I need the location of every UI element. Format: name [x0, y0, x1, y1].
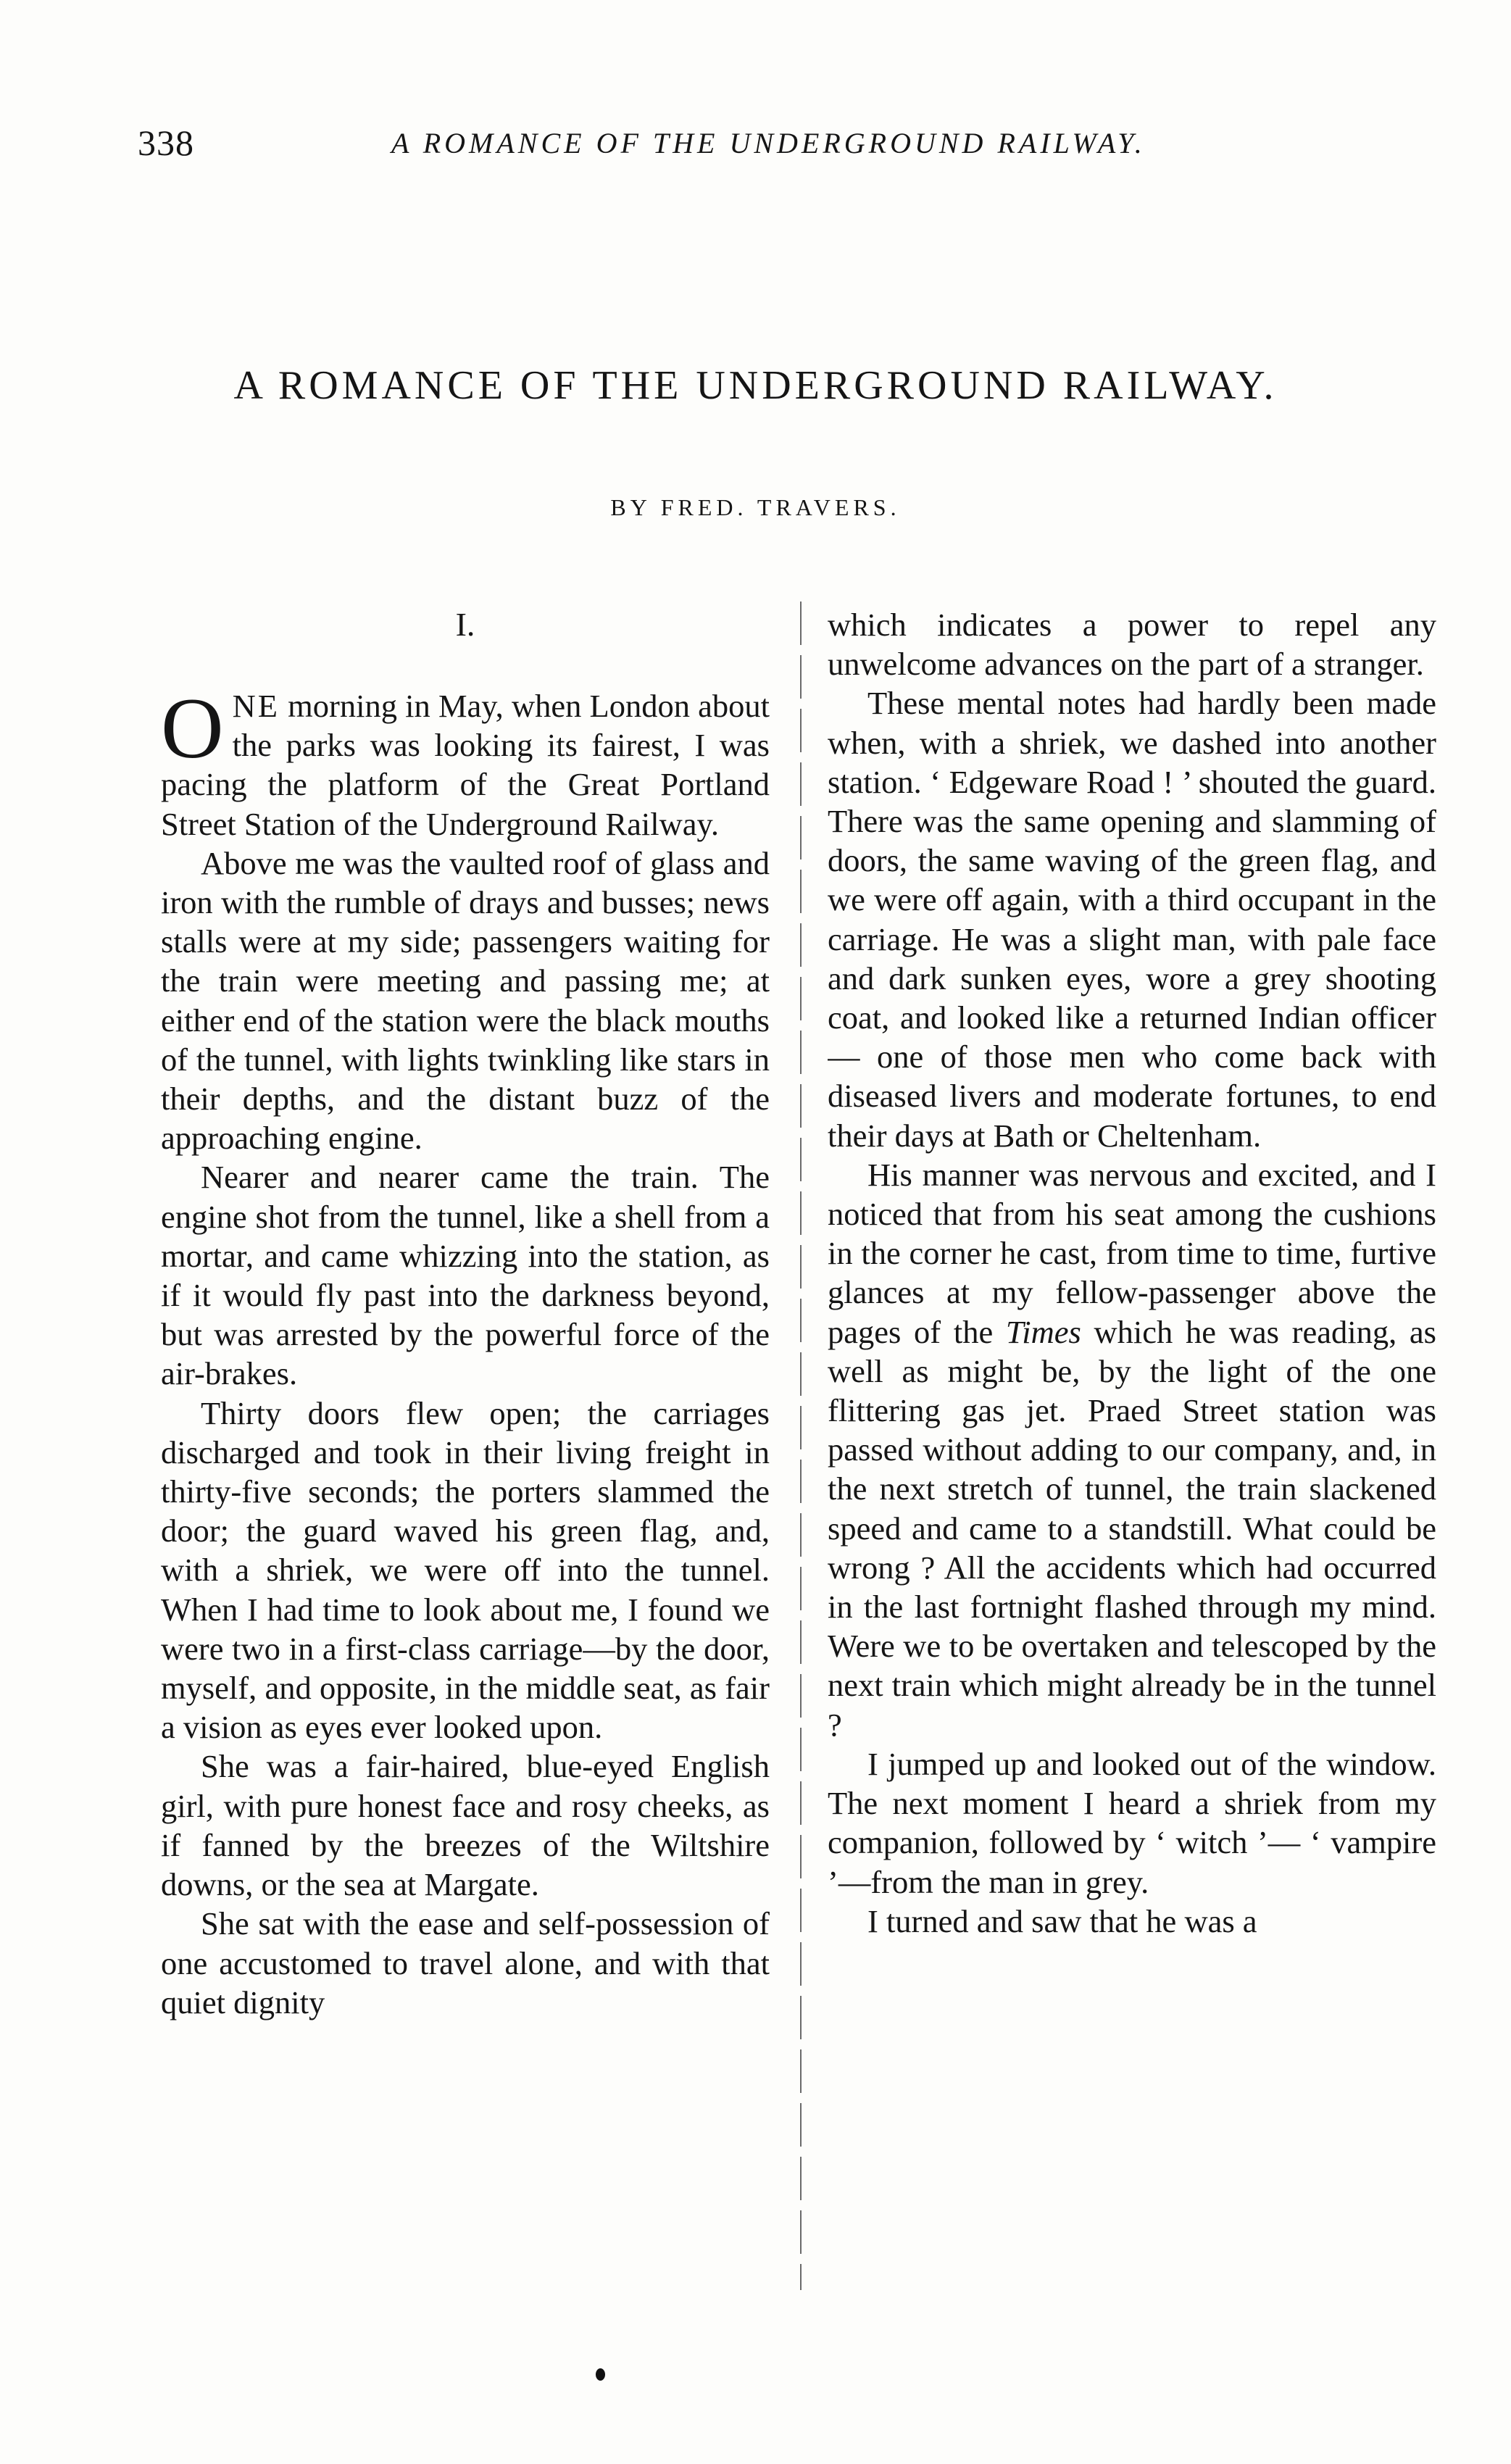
page-number: 338 — [138, 122, 194, 163]
paragraph — [828, 1155, 1436, 1744]
paragraph-text: His manner was nervous and excited, and I noticed that from his seat among the cushions in the corner he cast, from time to time, furtive glances at my fellow-passenger above the pages of the — [828, 1156, 1436, 1350]
byline: BY FRED. TRAVERS. — [610, 494, 901, 520]
paragraph: Above me was the vaulted roof of glass and iron with the rumble of drays and busses; news stalls were at my side; passengers waiting for the train were meeting and passing me; at either end of the station were the black mouths of the tunnel, with lights twinkling like stars in their depths, and the distant buzz of the approaching engine. — [161, 844, 770, 1157]
paragraph: Nearer and nearer came the train. The engine shot from the tunnel, like a shell from a mortar, and came whizzing into the station, as if it would fly past into the darkness beyond, but was arrested by the powerful force of the air-brakes. — [161, 1159, 770, 1392]
right-column — [828, 605, 1436, 2272]
paragraph: She sat with the ease and self-possession of one accustomed to travel alone, and with that quiet dignity — [161, 1905, 770, 2020]
running-title: A ROMANCE OF THE UNDERGROUND RAILWAY. — [391, 127, 1146, 159]
paragraph — [161, 680, 770, 844]
paragraph-text: morning in May, when London about the parks was looking its fairest, I was pacing the platform of the Great Portland Street Station of the Underground Railway. — [161, 688, 770, 842]
paragraph: Thirty doors flew open; the carriages discharged and took in their living freight in thirty-five seconds; the porters slammed the door; the guard waved his green flag, and, with a shriek, we were off into the tunnel. When I had time to look about me, I found we were two in a first-class carriage—by the door, myself, and opposite, in the middle seat, as fair a vision as eyes ever looked upon. — [161, 1394, 770, 1746]
article-title: A ROMANCE OF THE UNDERGROUND RAILWAY. — [233, 363, 1278, 408]
paragraph: I jumped up and looked out of the window. The next moment I heard a shriek from my companion, followed by ‘ witch ’— ‘ vampire ’—from the man in grey. — [828, 1745, 1436, 1900]
ornament-dot — [596, 2368, 605, 2381]
first-word: NE — [232, 688, 280, 724]
newspaper-title: Times — [1005, 1313, 1081, 1350]
paragraph: I turned and saw that he was a — [867, 1902, 1257, 1939]
column-rule — [800, 602, 802, 2290]
drop-cap: O — [161, 680, 224, 776]
running-head — [138, 122, 1210, 165]
section-numeral: I. — [455, 606, 475, 643]
paragraph: She was a fair-haired, blue-eyed English girl, with pure honest face and rosy cheeks, as if fanned by the breezes of the Wiltshire downs, or the sea at Margate. — [161, 1748, 770, 1903]
paragraph-text: which he was reading, as well as might be, by the light of the one flittering gas jet. Praed Street station was passed without adding to our company, and, in the next stretch of tunnel, the train slackened speed and came to a standstill. What could be wrong ? All the accidents which had occurred in the last fortnight flashed through my mind. Were we to be overtaken and telescoped by the next train which might already be in the tunnel ? — [828, 1313, 1436, 1743]
paragraph: These mental notes had hardly been made when, with a shriek, we dashed into another station. ‘ Edgeware Road ! ’ shouted the guard. There was the same opening and slamming of doors, the same waving of the green flag, and we were off again, with a third occupant in the carriage. He was a slight man, with pale face and dark sunken eyes, wore a grey shooting coat, and looked like a returned Indian officer — one of those men who come back with diseased livers and moderate fortunes, to end their days at Bath or Cheltenham. — [828, 685, 1436, 1154]
left-column — [161, 605, 770, 2272]
paragraph: which indicates a power to repel any unwelcome advances on the part of a stranger. — [828, 607, 1436, 683]
